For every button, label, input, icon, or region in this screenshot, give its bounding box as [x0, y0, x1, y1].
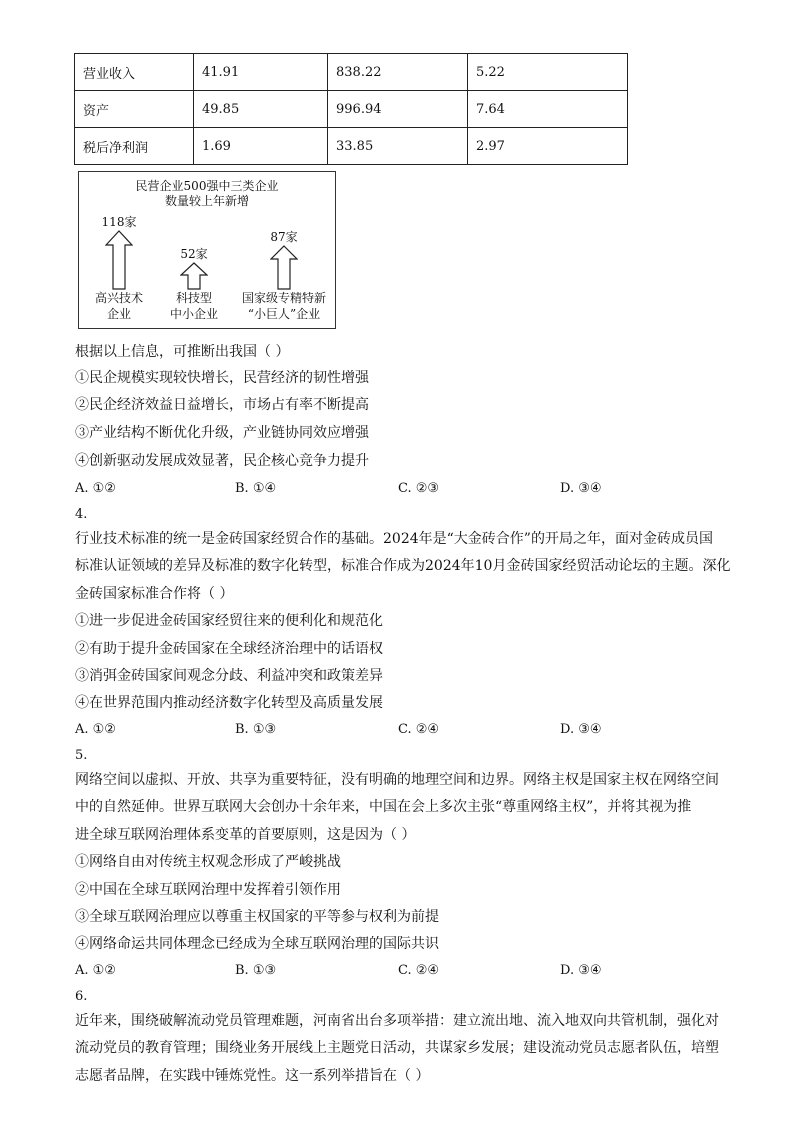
- bar-count: 87家: [270, 230, 298, 244]
- q5-statement: ②中国在全球互联网治理中发挥着引领作用: [75, 882, 341, 898]
- figure-title-line2: 数量较上年新增: [164, 194, 249, 208]
- bar-label: 国家级专精特新 “小巨人”企业: [241, 291, 326, 321]
- q5-option-a: A. ①②: [75, 963, 116, 978]
- table-row: [75, 54, 628, 91]
- table-cell: 7.64: [468, 91, 628, 128]
- q4-stem-line: 行业技术标准的统一是金砖国家经贸合作的基础。2024年是“大金砖合作”的开局之年，面对金砖成员国: [75, 531, 713, 547]
- q5-stem-line: 中的自然延伸。世界互联网大会创办十余年来，中国在会上多次主张“尊重网络主权”，并将其视为推: [75, 799, 692, 815]
- q4-statement: ①进一步促进金砖国家经贸往来的便利化和规范化: [75, 613, 383, 629]
- q4-statement: ③消弭金砖国家间观念分歧、利益冲突和政策差异: [75, 668, 383, 684]
- q5-option-c: C. ②④: [398, 963, 440, 978]
- q5-statement: ①网络自由对传统主权观念形成了严峻挑战: [75, 854, 341, 870]
- q3-option-b: B. ①④: [235, 481, 277, 496]
- table-cell: 税后净利润: [75, 128, 194, 165]
- q5-option-d: D. ③④: [560, 963, 602, 978]
- table-cell: 41.91: [194, 54, 328, 91]
- up-arrow-icon: [105, 230, 133, 290]
- q6-number: 6.: [75, 989, 88, 1004]
- bar-count: 52家: [180, 247, 208, 261]
- q4-option-a: A. ①②: [75, 722, 116, 737]
- q4-statement: ④在世界范围内推动经济数字化转型及高质量发展: [75, 695, 383, 711]
- enterprise-figure: [78, 171, 336, 329]
- table-cell: 1.69: [194, 128, 328, 165]
- financial-table: [74, 53, 628, 165]
- q5-stem-line: 网络空间以虚拟、开放、共享为重要特征，没有明确的地理空间和边界。网络主权是国家主权在网络空间: [75, 772, 719, 788]
- table-cell: 营业收入: [75, 54, 194, 91]
- q4-number: 4.: [75, 507, 88, 522]
- table-cell: 资产: [75, 91, 194, 128]
- q5-number: 5.: [75, 748, 88, 763]
- q6-stem-line: 志愿者品牌，在实践中锤炼党性。这一系列举措旨在（ ）: [75, 1068, 430, 1084]
- table-row: [75, 128, 628, 165]
- up-arrow-icon: [270, 245, 298, 290]
- q5-option-b: B. ①③: [235, 963, 277, 978]
- q6-stem-line: 近年来，围绕破解流动党员管理难题，河南省出台多项举措：建立流出地、流入地双向共管机制，强化对: [75, 1013, 719, 1029]
- table-cell: 2.97: [468, 128, 628, 165]
- q4-option-d: D. ③④: [560, 722, 602, 737]
- table-row: [75, 91, 628, 128]
- q6-stem-line: 流动党员的教育管理；围绕业务开展线上主题党日活动，共谋家乡发展；建设流动党员志愿者队伍，培塑: [75, 1040, 719, 1056]
- table-cell: 5.22: [468, 54, 628, 91]
- bar-label: 科技型 中小企业: [169, 291, 218, 321]
- bar-count: 118家: [101, 215, 137, 229]
- q3-option-d: D. ③④: [560, 481, 602, 496]
- q3-option-c: C. ②③: [398, 481, 440, 496]
- q5-statement: ③全球互联网治理应以尊重主权国家的平等参与权利为前提: [75, 909, 439, 925]
- table-cell: 838.22: [328, 54, 468, 91]
- q4-statement: ②有助于提升金砖国家在全球经济治理中的话语权: [75, 641, 383, 657]
- table-cell: 33.85: [328, 128, 468, 165]
- q3-stem: 根据以上信息，可推断出我国（ ）: [75, 344, 290, 360]
- up-arrow-icon: [180, 262, 208, 290]
- q4-option-b: B. ①③: [235, 722, 277, 737]
- table-cell: 49.85: [194, 91, 328, 128]
- q4-option-c: C. ②④: [398, 722, 440, 737]
- q4-stem-line: 金砖国家标准合作将（ ）: [75, 586, 234, 602]
- q3-statement: ③产业结构不断优化升级，产业链协同效应增强: [75, 425, 369, 441]
- q3-statement: ②民企经济效益日益增长，市场占有率不断提高: [75, 397, 369, 413]
- q3-option-a: A. ①②: [75, 481, 116, 496]
- q3-statement: ①民企规模实现较快增长，民营经济的韧性增强: [75, 370, 369, 386]
- figure-title-line1: 民营企业500强中三类企业: [135, 179, 279, 193]
- q5-statement: ④网络命运共同体理念已经成为全球互联网治理的国际共识: [75, 936, 439, 952]
- q5-stem-line: 进全球互联网治理体系变革的首要原则，这是因为（ ）: [75, 827, 416, 843]
- q4-stem-line: 标准认证领域的差异及标准的数字化转型，标准合作成为2024年10月金砖国家经贸活动论坛的主题。深化: [75, 558, 731, 574]
- table-cell: 996.94: [328, 91, 468, 128]
- q3-statement: ④创新驱动发展成效显著，民企核心竞争力提升: [75, 453, 369, 469]
- bar-label: 高兴技术 企业: [94, 291, 143, 321]
